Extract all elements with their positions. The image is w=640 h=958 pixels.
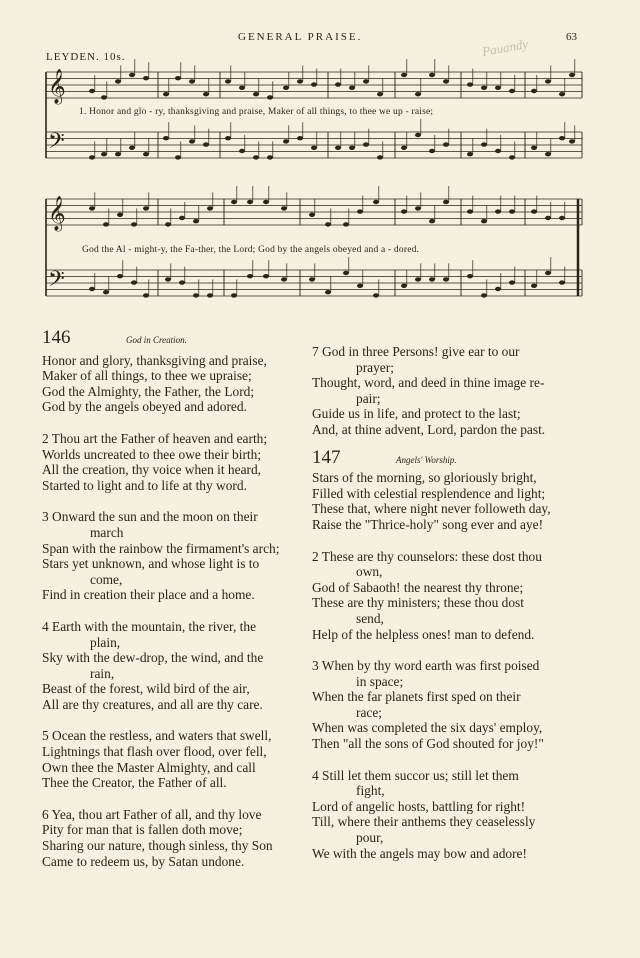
note-head xyxy=(179,216,185,220)
note-head xyxy=(115,79,121,83)
verse-line: rain, xyxy=(90,665,115,681)
note-head xyxy=(509,155,515,159)
note-head xyxy=(335,82,341,86)
note-head xyxy=(189,139,195,143)
verse-line: All are thy creatures, and all are thy care. xyxy=(42,696,263,712)
note-head xyxy=(203,92,209,96)
verse-line: plain, xyxy=(90,634,121,650)
verse-line: Guide us in life, and protect to the last; xyxy=(312,406,521,422)
verse-3 xyxy=(312,658,602,752)
note-head xyxy=(311,146,317,150)
hymn-number: 147 xyxy=(312,446,341,468)
note-head xyxy=(335,146,341,150)
verse-line: Came to redeem us, by Satan undone. xyxy=(42,853,245,869)
verse-line: And, at thine advent, Lord, pardon the past. xyxy=(312,421,546,437)
verse-line: When the far planets first sped on their xyxy=(312,689,521,705)
note-head xyxy=(281,277,287,281)
verse-line: 3 Onward the sun and the moon on their xyxy=(42,509,258,525)
verse-7 xyxy=(312,344,602,438)
verse-line: 3 When by thy word earth was first poised xyxy=(312,658,540,674)
treble-clef-icon: 𝄞 xyxy=(48,69,66,104)
note-head xyxy=(415,92,421,96)
note-head xyxy=(495,287,501,291)
verse-line: in space; xyxy=(356,673,404,689)
note-head xyxy=(481,293,487,297)
note-head xyxy=(373,200,379,204)
running-head: GENERAL PRAISE. xyxy=(238,31,363,43)
note-head xyxy=(143,152,149,156)
verse-line: 4 Earth with the mountain, the river, the xyxy=(42,618,257,634)
note-head xyxy=(495,86,501,90)
note-head xyxy=(495,209,501,213)
note-head xyxy=(545,152,551,156)
verse-line: march xyxy=(90,524,124,540)
note-head xyxy=(349,86,355,90)
verse-line: Pity for man that is fallen doth move; xyxy=(42,822,243,838)
note-head xyxy=(231,200,237,204)
hymn-title: Angels' Worship. xyxy=(396,454,457,465)
note-head xyxy=(207,293,213,297)
note-head xyxy=(297,79,303,83)
note-head xyxy=(357,209,363,213)
verse-line: race; xyxy=(356,704,383,720)
verse-line: Filled with celestial resplendence and light; xyxy=(312,485,546,501)
note-head xyxy=(401,73,407,77)
note-head xyxy=(101,95,107,99)
note-head xyxy=(531,146,537,150)
verse-line: Find in creation their place and a home. xyxy=(42,587,255,603)
hymn-number: 146 xyxy=(42,327,71,348)
note-head xyxy=(253,92,259,96)
note-head xyxy=(89,287,95,291)
note-head xyxy=(101,152,107,156)
note-head xyxy=(481,86,487,90)
verse-line: Sky with the dew-drop, the wind, and the xyxy=(42,650,264,666)
verse-line: These are thy ministers; these thou dost xyxy=(312,595,524,611)
note-head xyxy=(311,82,317,86)
verse-line: Help of the helpless ones! man to defend. xyxy=(312,626,535,642)
note-head xyxy=(343,222,349,226)
pencil-note: Pauandy xyxy=(480,36,530,59)
hymn-147-header xyxy=(312,446,602,469)
lyric-line-2: God the Al - might-y, the Fa-ther, the Lord; God by the angels obeyed and a - dored. xyxy=(82,245,420,255)
verse-line: pour, xyxy=(356,830,384,846)
note-head xyxy=(263,200,269,204)
note-head xyxy=(89,155,95,159)
note-head xyxy=(253,155,259,159)
note-head xyxy=(415,133,421,137)
note-head xyxy=(415,277,421,281)
note-head xyxy=(115,152,121,156)
verse-line: Beast of the forest, wild bird of the air, xyxy=(42,681,250,697)
note-head xyxy=(545,271,551,275)
verse-line: Lord of angelic hosts, battling for right! xyxy=(312,798,526,814)
verse-line: Till, where their anthems they ceaselessly xyxy=(312,814,536,830)
note-head xyxy=(325,290,331,294)
note-head xyxy=(509,89,515,93)
note-head xyxy=(283,86,289,90)
verse-line: All the creation, thy voice when it heard, xyxy=(42,462,262,478)
note-head xyxy=(373,293,379,297)
note-head xyxy=(443,142,449,146)
verse-line: Worlds uncreated to thee owe their birth; xyxy=(42,446,262,462)
verse-line: Thought, word, and deed in thine image re- xyxy=(312,375,545,391)
note-head xyxy=(509,209,515,213)
verse-line: These that, where night never followeth day, xyxy=(312,501,551,517)
verse-line: Stars of the morning, so gloriously bright, xyxy=(312,470,537,486)
note-head xyxy=(193,219,199,223)
note-head xyxy=(283,139,289,143)
verse-line: 2 These are thy counselors: these dost thou xyxy=(312,548,542,564)
verse-5 xyxy=(42,728,310,790)
tune-name: LEYDEN. 10s. xyxy=(46,51,126,63)
note-head xyxy=(559,136,565,140)
verse-2 xyxy=(42,431,310,493)
note-head xyxy=(467,82,473,86)
verse-line: Raise the "Thrice-holy" song ever and aye! xyxy=(312,516,544,532)
note-head xyxy=(103,290,109,294)
note-head xyxy=(89,89,95,93)
note-head xyxy=(179,280,185,284)
note-head xyxy=(165,277,171,281)
verse-line: God of Sabaoth! the nearest thy throne; xyxy=(312,579,524,595)
note-head xyxy=(569,139,575,143)
verse-4 xyxy=(312,768,602,862)
note-head xyxy=(309,213,315,217)
verse-line: Stars yet unknown, and whose light is to xyxy=(42,556,260,572)
note-head xyxy=(239,149,245,153)
note-head xyxy=(357,284,363,288)
verse-line: 2 Thou art the Father of heaven and earth; xyxy=(42,430,268,446)
note-head xyxy=(231,293,237,297)
note-head xyxy=(531,89,537,93)
note-head xyxy=(495,149,501,153)
note-head xyxy=(481,219,487,223)
note-head xyxy=(239,86,245,90)
note-head xyxy=(117,274,123,278)
verse-line: 6 Yea, thou art Father of all, and thy love xyxy=(42,806,262,822)
verse-line: Span with the rainbow the firmament's arch; xyxy=(42,540,280,556)
note-head xyxy=(207,206,213,210)
note-head xyxy=(559,92,565,96)
verse-line: 4 Still let them succor us; still let them xyxy=(312,767,519,783)
hymn-title: God in Creation. xyxy=(126,335,187,345)
verse-line: God the Almighty, the Father, the Lord; xyxy=(42,383,255,399)
note-head xyxy=(225,136,231,140)
note-head xyxy=(509,280,515,284)
note-head xyxy=(309,277,315,281)
verse-line: 5 Ocean the restless, and waters that swell, xyxy=(42,728,272,744)
note-head xyxy=(165,222,171,226)
note-head xyxy=(189,79,195,83)
note-head xyxy=(247,274,253,278)
note-head xyxy=(129,73,135,77)
verse-line: We with the angels may bow and adore! xyxy=(312,845,527,861)
verse-line: Started to light and to life at thy word. xyxy=(42,477,247,493)
verse-2 xyxy=(312,549,602,643)
note-head xyxy=(429,219,435,223)
note-head xyxy=(401,284,407,288)
bass-clef-icon: 𝄢 xyxy=(48,129,65,159)
note-head xyxy=(363,79,369,83)
verse-4 xyxy=(42,619,310,713)
note-head xyxy=(143,76,149,80)
verse-line: Maker of all things, to thee we upraise; xyxy=(42,368,252,384)
note-head xyxy=(429,73,435,77)
hymn-146-header xyxy=(42,327,310,349)
note-head xyxy=(443,200,449,204)
note-head xyxy=(377,92,383,96)
music-score xyxy=(0,0,640,320)
note-head xyxy=(129,146,135,150)
note-head xyxy=(443,79,449,83)
verse-line: send, xyxy=(356,610,384,626)
verse-line: When was completed the six days' employ, xyxy=(312,720,543,736)
note-head xyxy=(225,79,231,83)
note-head xyxy=(569,73,575,77)
note-head xyxy=(143,293,149,297)
note-head xyxy=(545,79,551,83)
note-head xyxy=(467,209,473,213)
note-head xyxy=(401,146,407,150)
note-head xyxy=(467,152,473,156)
note-head xyxy=(175,155,181,159)
lyric-line-1: 1. Honor and glo - ry, thanksgiving and praise, Maker of all things, to thee we up - raise; xyxy=(79,107,434,117)
note-head xyxy=(401,209,407,213)
note-head xyxy=(377,155,383,159)
hymn-146 xyxy=(42,327,310,869)
note-head xyxy=(203,142,209,146)
verse-1 xyxy=(42,353,310,415)
verse-line: God by the angels obeyed and adored. xyxy=(42,399,247,415)
note-head xyxy=(117,213,123,217)
note-head xyxy=(297,136,303,140)
note-head xyxy=(443,277,449,281)
note-head xyxy=(263,274,269,278)
note-head xyxy=(163,92,169,96)
verse-line: prayer; xyxy=(356,359,394,375)
note-head xyxy=(143,206,149,210)
note-head xyxy=(531,284,537,288)
verse-6 xyxy=(42,807,310,869)
note-head xyxy=(175,76,181,80)
note-head xyxy=(545,216,551,220)
verse-line: 7 God in three Persons! give ear to our xyxy=(312,344,520,359)
note-head xyxy=(131,280,137,284)
verse-line: pair; xyxy=(356,390,381,406)
note-head xyxy=(247,200,253,204)
verse-1 xyxy=(312,470,602,532)
bass-clef-icon: 𝄢 xyxy=(48,267,65,297)
note-head xyxy=(131,222,137,226)
note-head xyxy=(429,149,435,153)
note-head xyxy=(89,206,95,210)
verse-line: Then "all the sons of God shouted for joy!" xyxy=(312,736,544,752)
verse-line: Honor and glory, thanksgiving and praise, xyxy=(42,352,267,368)
note-head xyxy=(163,136,169,140)
right-column xyxy=(312,344,602,861)
verse-3 xyxy=(42,509,310,603)
note-head xyxy=(559,280,565,284)
verse-line: fight, xyxy=(356,783,385,799)
verse-line: Thee the Creator, the Father of all. xyxy=(42,775,227,791)
note-head xyxy=(467,274,473,278)
verse-line: Sharing our nature, though sinless, thy Son xyxy=(42,838,273,854)
note-head xyxy=(415,206,421,210)
note-head xyxy=(325,222,331,226)
note-head xyxy=(481,142,487,146)
verse-line: Lightnings that flash over flood, over fell, xyxy=(42,744,267,760)
note-head xyxy=(343,271,349,275)
verse-line: own, xyxy=(356,564,383,580)
note-head xyxy=(429,277,435,281)
note-head xyxy=(267,95,273,99)
note-head xyxy=(193,293,199,297)
note-head xyxy=(103,222,109,226)
note-head xyxy=(267,155,273,159)
page-number: 63 xyxy=(566,31,577,43)
note-head xyxy=(349,146,355,150)
verse-line: Own thee the Master Almighty, and call xyxy=(42,759,256,775)
verse-line: come, xyxy=(90,571,123,587)
note-head xyxy=(531,209,537,213)
note-head xyxy=(559,216,565,220)
note-head xyxy=(281,206,287,210)
treble-clef-icon: 𝄞 xyxy=(48,196,66,231)
note-head xyxy=(363,142,369,146)
